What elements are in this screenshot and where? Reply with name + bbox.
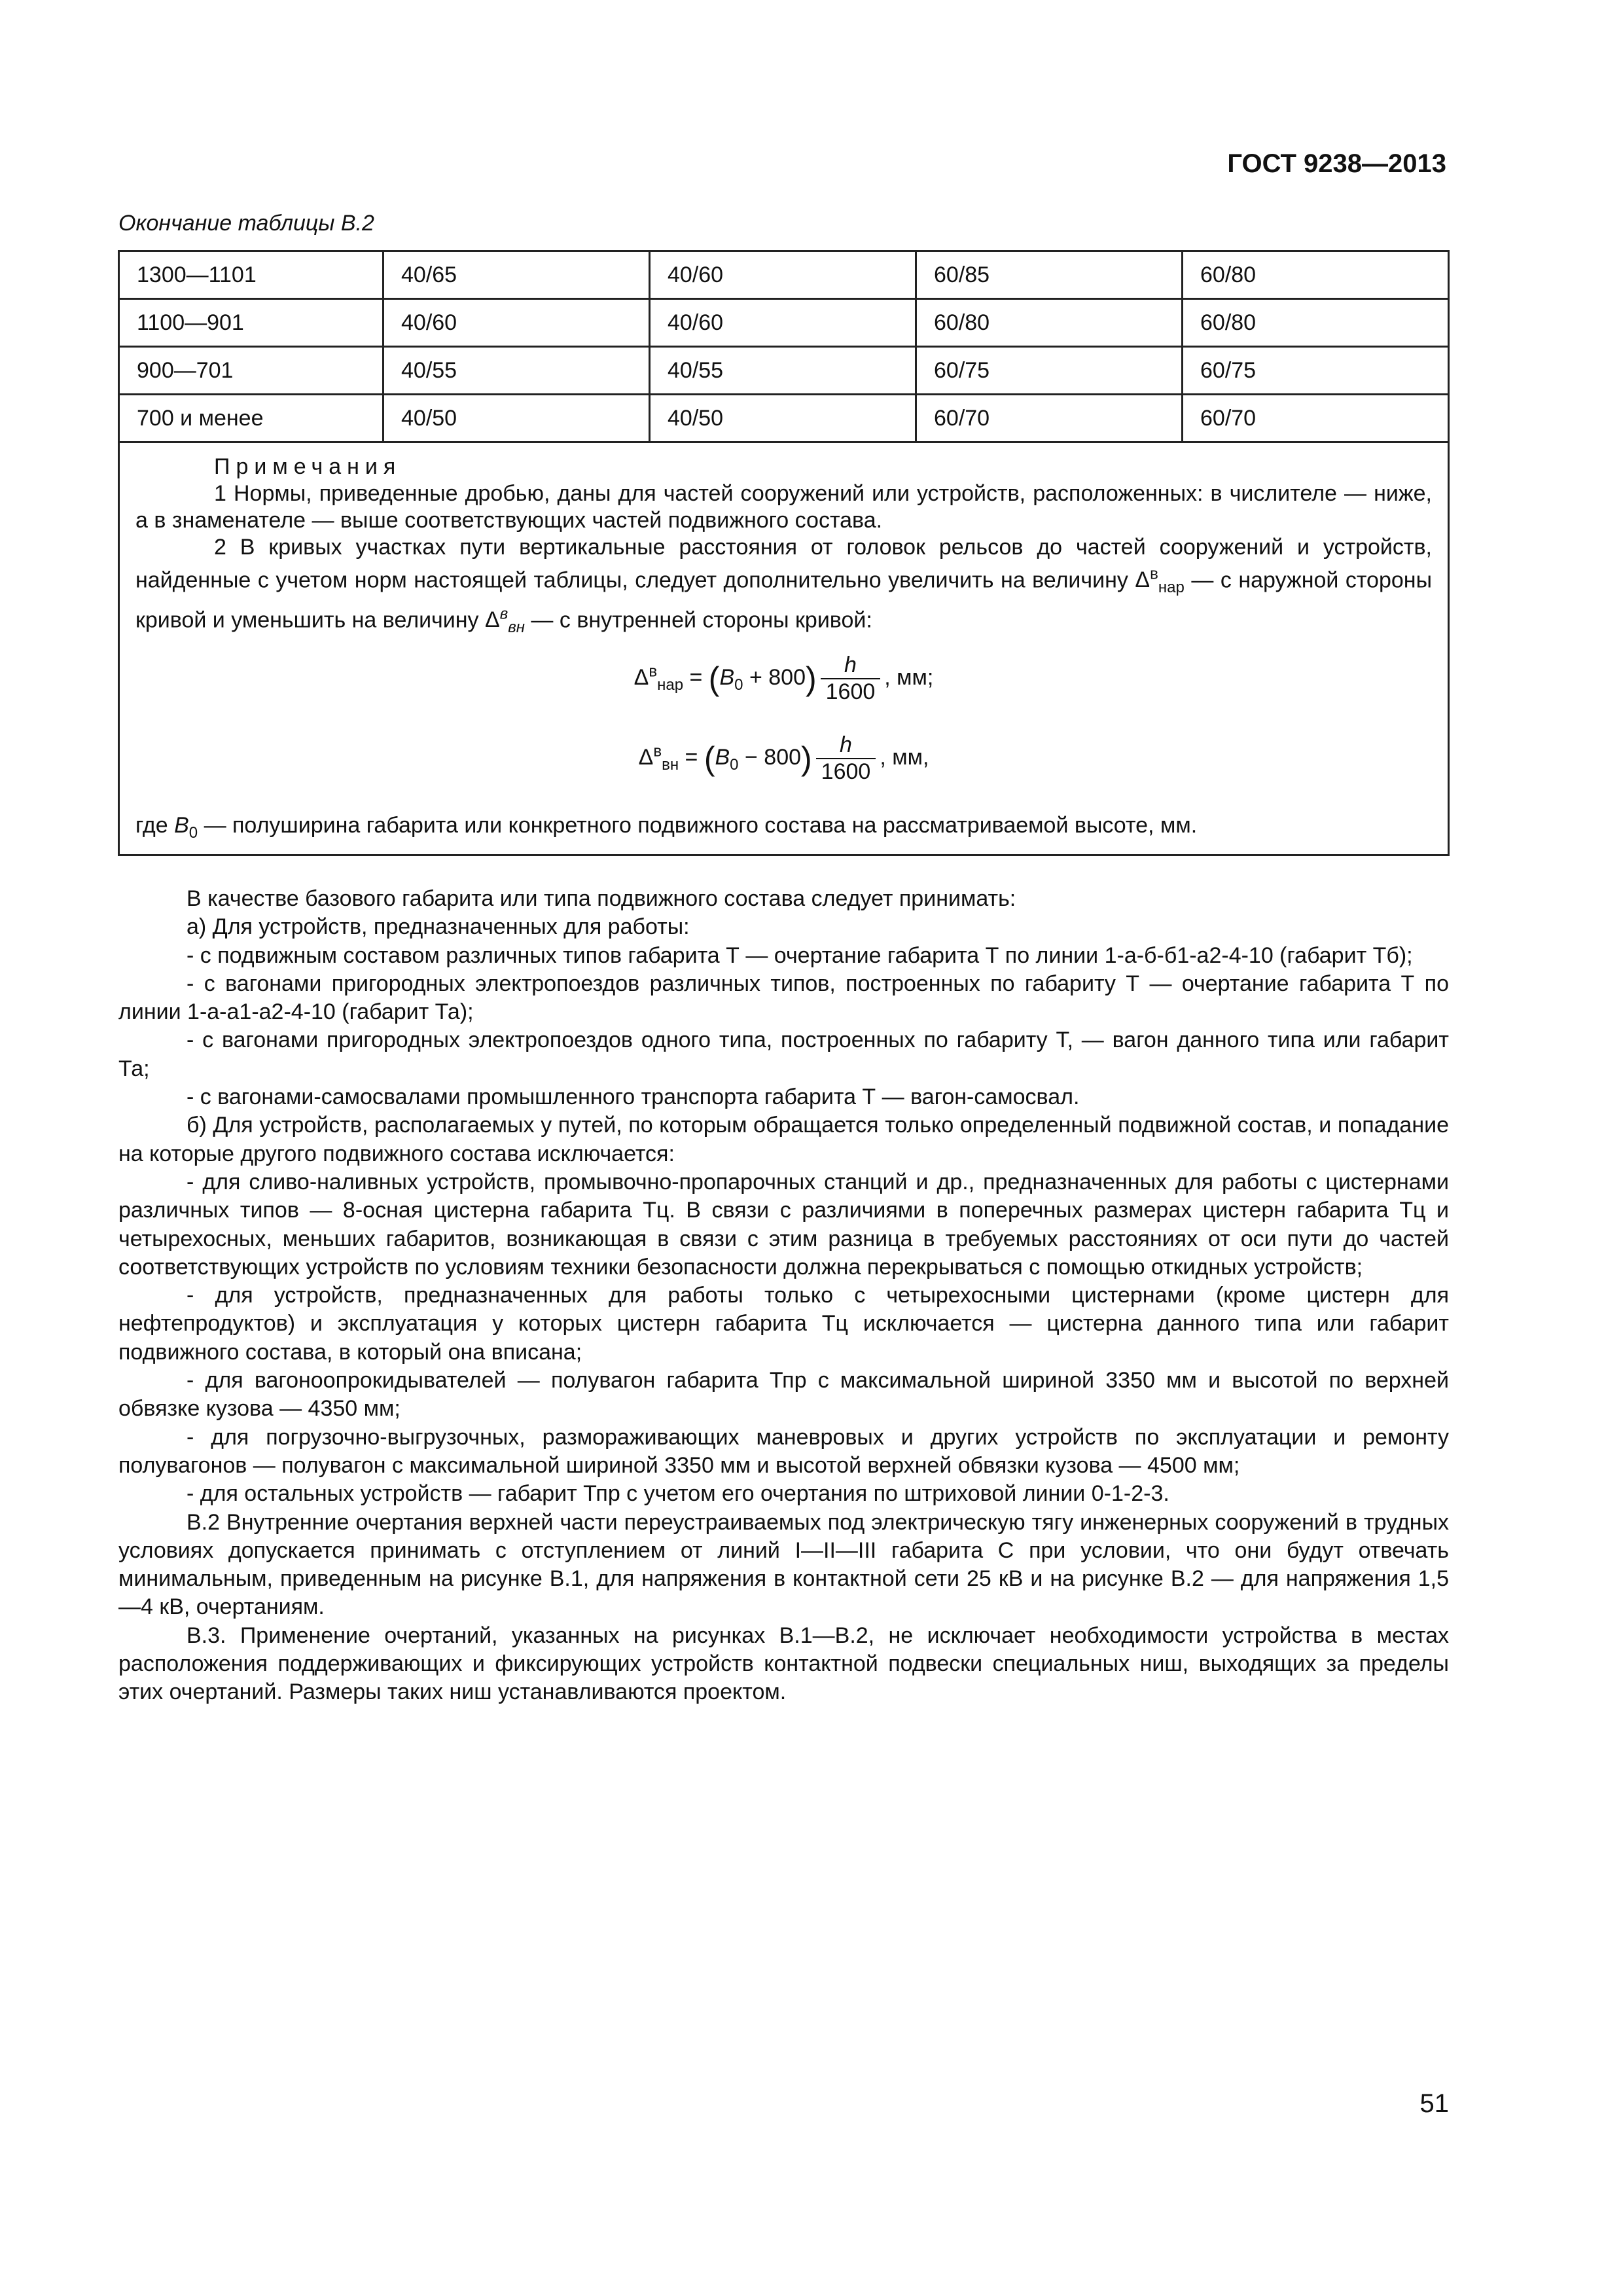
table-caption: Окончание таблицы В.2 xyxy=(118,211,374,236)
table-cell: 60/70 xyxy=(916,395,1183,442)
formula-nar: $\Delta^в_{нар} = (B_0 + 800)$ $\frac{h}{1600}$ , мм; xyxy=(633,653,934,705)
table-cell: 60/85 xyxy=(916,251,1183,299)
table-row xyxy=(119,299,1449,347)
list-item: - с вагонами пригородных электропоездов одного типа, построенных по габариту Т, — вагон данного типа или габарит Та; xyxy=(118,1028,1449,1081)
notes-cell xyxy=(119,442,1449,855)
paragraph: б) Для устройств, располагаемых у путей, по которым обращается только определенный подвижной состав, и попадание на которые другого подвижного состава исключается: xyxy=(118,1113,1449,1166)
table-cell: 40/60 xyxy=(383,299,650,347)
table-cell: 40/55 xyxy=(383,347,650,395)
standard-designation: ГОСТ 9238—2013 xyxy=(1227,149,1446,178)
note-1: 1 Нормы, приведенные дробью, даны для частей сооружений или устройств, расположенных: в числителе — ниже, а в знаменателе — выше соответствующих частей подвижного состава. xyxy=(135,481,1432,533)
list-item: - для остальных устройств — габарит Тпр с учетом его очертания по штриховой линии 0-1-2-3. xyxy=(187,1481,1169,1507)
list-item: - для устройств, предназначенных для работы только с четырехосными цистернами (кроме цистерн для нефтепродуктов) и эксплуатация у которых цистерн габарита Тц исключается — цистерна данного типа или габарит подвижного состава, в который она вписана; xyxy=(118,1283,1449,1365)
paragraph: В.3. Применение очертаний, указанных на рисунках В.1—В.2, не исключает необходимости устройства в местах расположения поддерживающих и фиксирующих устройств контактной подвески специальных ниш, выходящих за пределы этих очертаний. Размеры таких ниш устанавливаются проектом. xyxy=(118,1623,1449,1705)
delta-vn-symbol: $\Delta^в_{вн}$ xyxy=(485,605,525,637)
table-cell: 60/80 xyxy=(1183,251,1449,299)
delta-nar-symbol: $\Delta^в_{нар}$ xyxy=(1135,565,1185,597)
table-cell: 1100—901 xyxy=(119,299,383,347)
table-cell: 60/80 xyxy=(916,299,1183,347)
table-cell: 60/75 xyxy=(916,347,1183,395)
notes xyxy=(135,454,1432,846)
table-cell: 1300—1101 xyxy=(119,251,383,299)
list-item: - для сливо-наливных устройств, промывочно-пропарочных станций и др., предназначенных для работы с цистернами различных типов — 8-осная цистерна габарита Тц. В связи с различиями в поперечных размерах цистерн габарита Тц и четырехосных, меньших габаритов, возникающая в связи с этим разница в требуемых расстояниях от оси пути до частей соответствующих устройств по условиям техники безопасности должна перекрываться с помощью откидных устройств; xyxy=(118,1169,1449,1280)
list-item: - с вагонами-самосвалами промышленного транспорта габарита Т — вагон-самосвал. xyxy=(187,1085,1080,1110)
body-text xyxy=(118,885,1449,1707)
table-cell: 60/70 xyxy=(1183,395,1449,442)
where-clause: где $B_0$ — полуширина габарита или конкретного подвижного состава на рассматриваемой высоте, мм. xyxy=(135,813,1198,842)
table-cell: 40/60 xyxy=(650,299,916,347)
page-number: 51 xyxy=(1419,2089,1449,2118)
notes-heading: Примечания xyxy=(214,454,402,479)
paragraph: В.2 Внутренние очертания верхней части переустраиваемых под электрическую тягу инженерных сооружений в трудных условиях допускается принимать с отступлением от линий I—II—III габарита С при условии, что они будут отвечать минимальным, приведенным на рисунке В.1, для напряжения в контактной сети 25 кВ и на рисунке В.2 — для напряжения 1,5—4 кВ, очертаниям. xyxy=(118,1509,1449,1620)
table-cell: 700 и менее xyxy=(119,395,383,442)
table-cell: 60/75 xyxy=(1183,347,1449,395)
list-item: - для погрузочно-выгрузочных, размораживающих маневровых и других устройств по эксплуатации и ремонту полувагонов — полувагон с максимальной шириной 3350 мм и высотой верхней обвязки кузова — 4500 мм; xyxy=(118,1424,1449,1478)
clearance-table xyxy=(118,250,1450,856)
table-row xyxy=(119,347,1449,395)
table-cell: 40/55 xyxy=(650,347,916,395)
table-cell: 40/60 xyxy=(650,251,916,299)
note-2: 2 В кривых участках пути вертикальные расстояния от головок рельсов до частей сооружений и устройств, найденные с учетом норм настоящей таблицы, следует дополнительно увеличить на величину $\Delta^в_{нар}$ — с наружной стороны кривой и уменьшить на величину $\Delta^в_{вн}$ — с внутренней стороны кривой: xyxy=(135,535,1433,637)
paragraph: В качестве базового габарита или типа подвижного состава следует принимать: xyxy=(187,886,1016,911)
list-item: - с вагонами пригородных электропоездов различных типов, построенных по габариту Т — очертание габарита Т по линии 1-а-а1-а2-4-10 (габарит Та); xyxy=(118,971,1449,1025)
list-item: - для вагоноопрокидывателей — полувагон габарита Тпр с максимальной шириной 3350 мм и высотой по верхней обвязке кузова — 4350 мм; xyxy=(118,1368,1449,1422)
list-item: - с подвижным составом различных типов габарита Т — очертание габарита Т по линии 1-а-б-б1-а2-4-10 (габарит Тб); xyxy=(187,942,1413,968)
table-cell: 40/65 xyxy=(383,251,650,299)
notes-row xyxy=(119,442,1449,855)
paragraph: а) Для устройств, предназначенных для работы: xyxy=(187,914,690,940)
table-row xyxy=(119,251,1449,299)
table-cell: 40/50 xyxy=(383,395,650,442)
formula-vn: $\Delta^в_{вн} = (B_0 - 800)$ $\frac{h}{1600}$ , мм, xyxy=(638,732,929,785)
table-cell: 60/80 xyxy=(1183,299,1449,347)
table-row xyxy=(119,395,1449,442)
table-cell: 40/50 xyxy=(650,395,916,442)
table-cell: 900—701 xyxy=(119,347,383,395)
